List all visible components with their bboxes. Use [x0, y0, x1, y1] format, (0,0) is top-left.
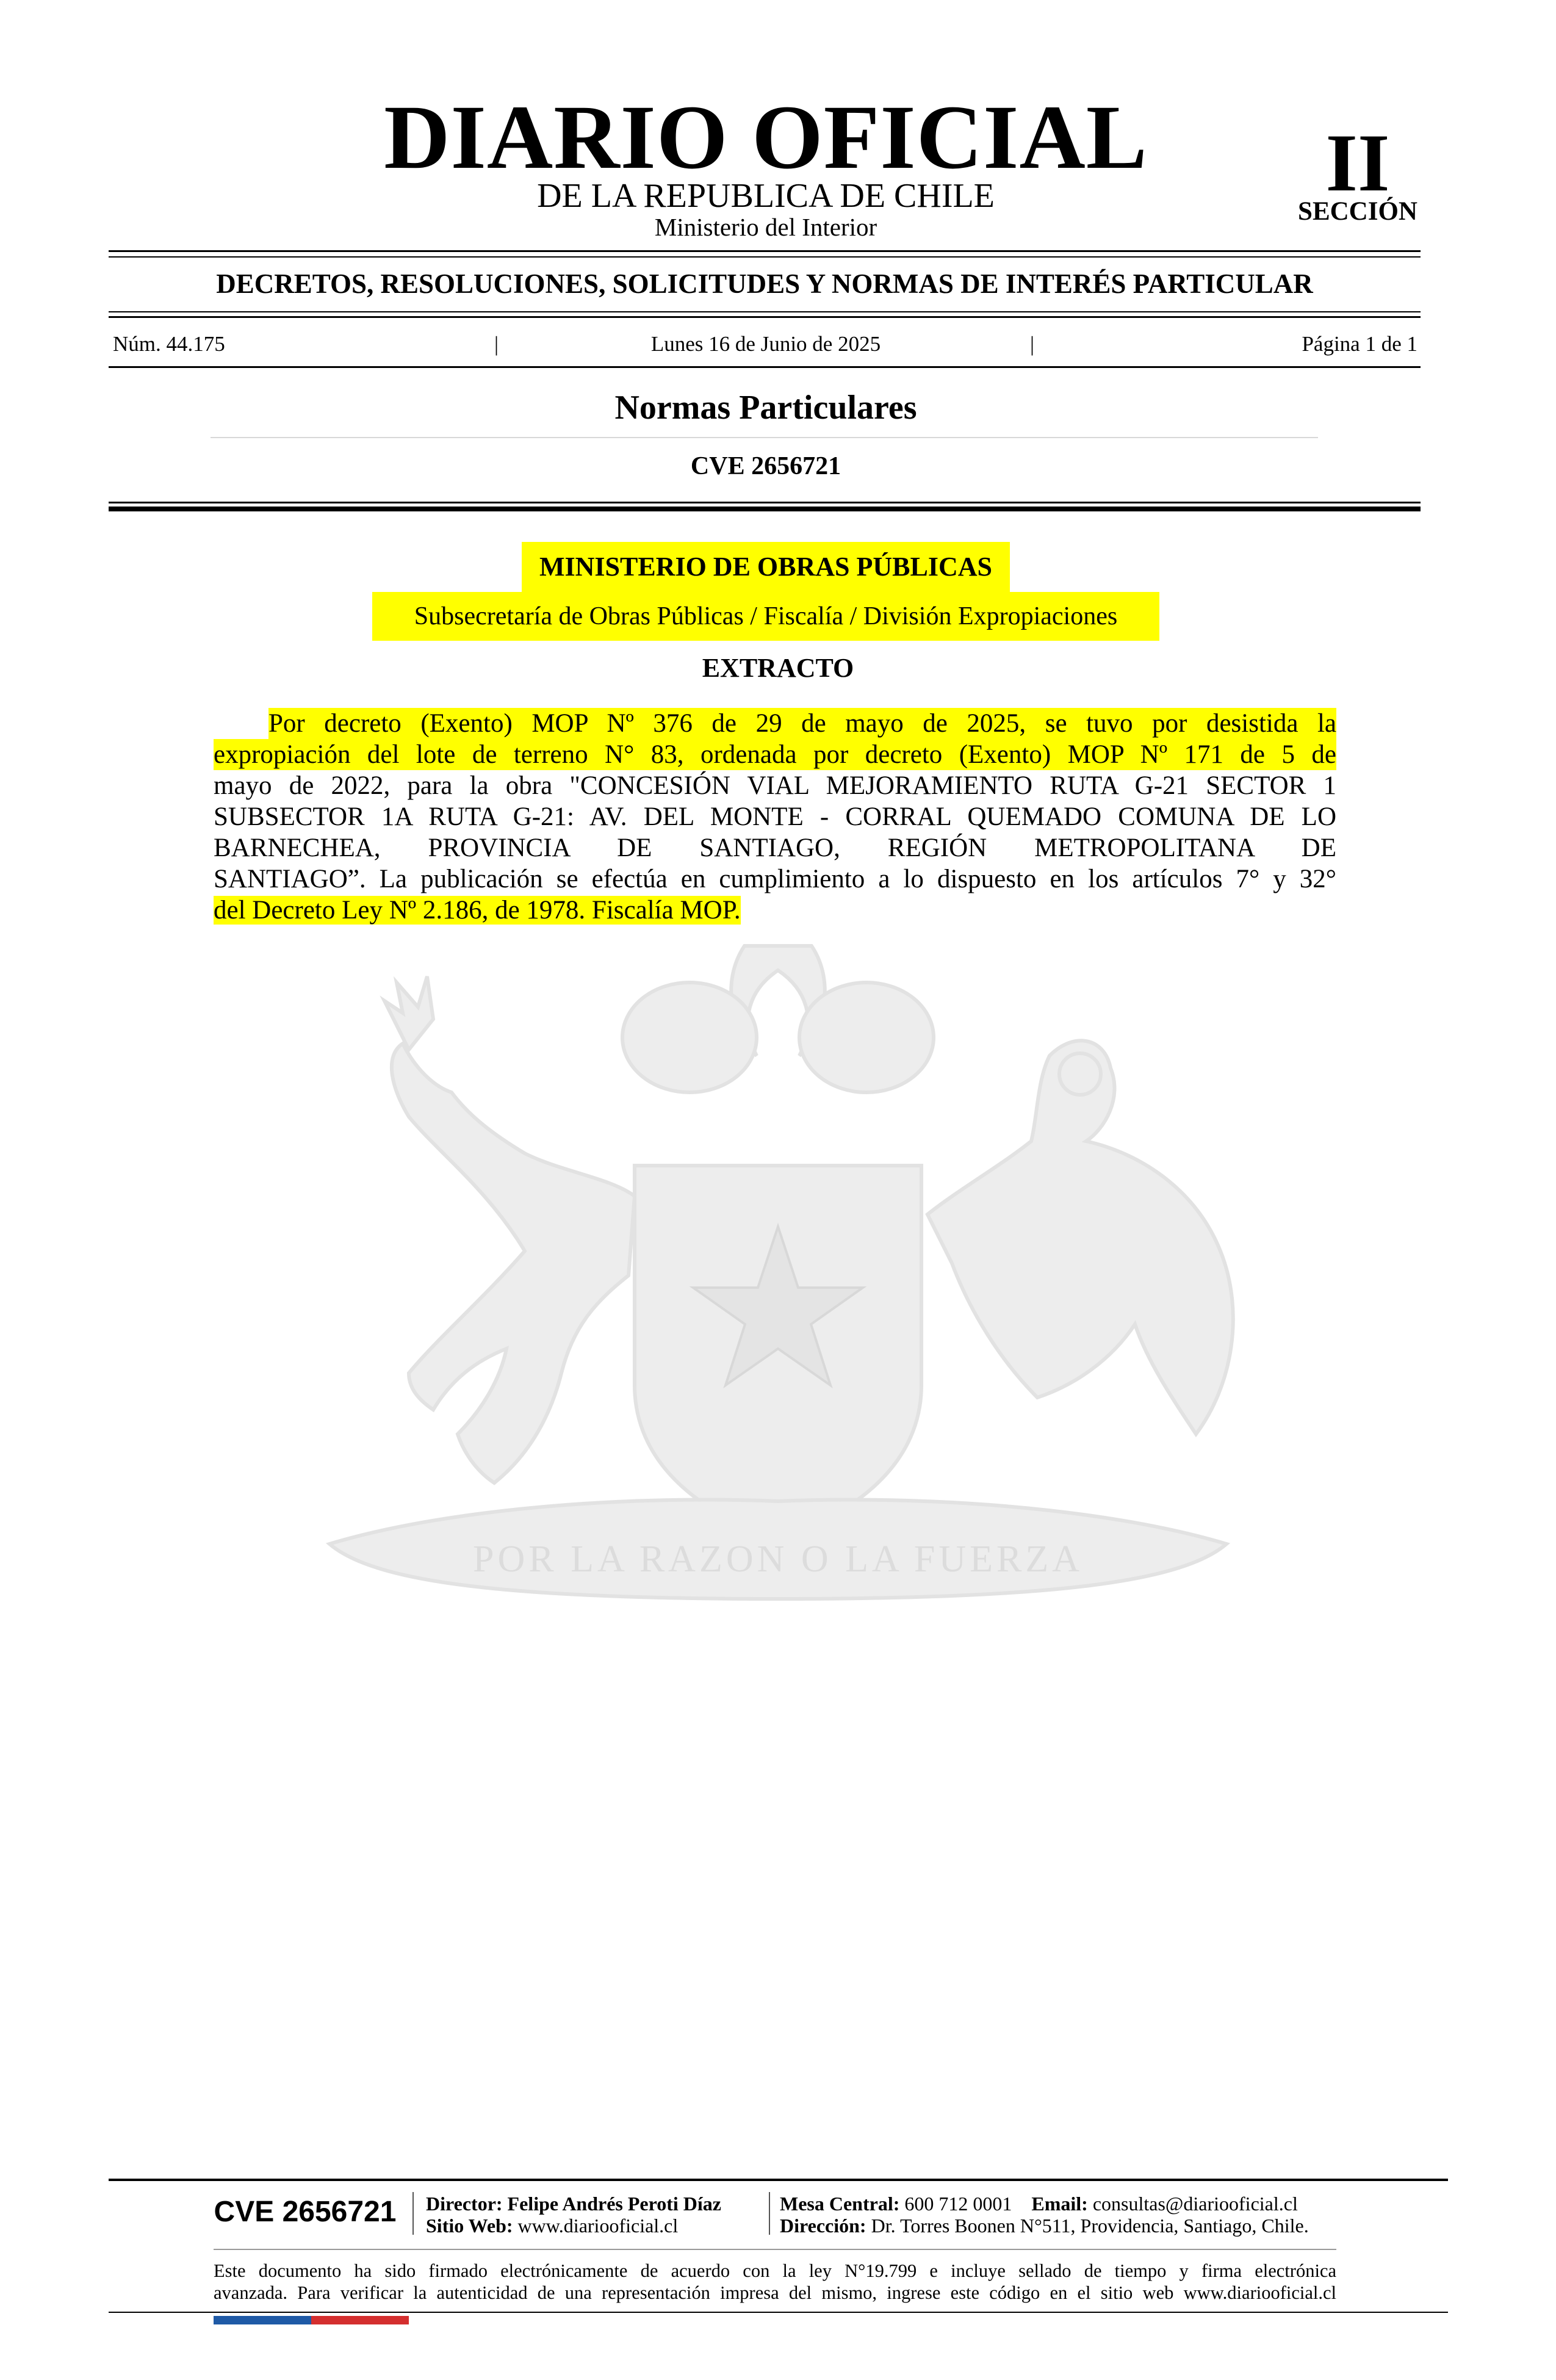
masthead-rule-thick [109, 250, 1421, 252]
footer-separator [412, 2192, 414, 2235]
body-line: BARNECHEA, PROVINCIA DE SANTIAGO, REGIÓN METROPOLITANA DE [214, 834, 1336, 862]
meta-separator: | [1030, 332, 1035, 356]
issue-date: Lunes 16 de Junio de 2025 [650, 332, 881, 356]
header-end-rule-thin [109, 502, 1421, 503]
legal-notice [214, 2260, 1336, 2304]
website-link[interactable]: www.diariooficial.cl [517, 2215, 679, 2237]
flag-stripe-blue [214, 2316, 311, 2324]
category-heading: DECRETOS, RESOLUCIONES, SOLICITUDES Y NORMAS DE INTERÉS PARTICULAR [216, 269, 1313, 299]
header-end-rule-thick [109, 507, 1421, 511]
footer-director-block [426, 2193, 721, 2237]
newspaper-subtitle: DE LA REPUBLICA DE CHILE [537, 177, 995, 215]
legal-line: Este documento ha sido firmado electrónicamente de acuerdo con la ley N°19.799 e incluye sellado de tiempo y firma electrónica [214, 2260, 1336, 2281]
coat-of-arms-watermark [207, 934, 1349, 1672]
flag-stripe-red [311, 2316, 409, 2324]
meta-separator: | [494, 332, 499, 356]
phone-number: 600 712 0001 [904, 2193, 1012, 2215]
category-rule-thick [109, 316, 1421, 318]
email-link[interactable]: consultas@diariooficial.cl [1092, 2193, 1298, 2215]
footer-divider [214, 2249, 1336, 2250]
body-line: Por decreto (Exento) MOP Nº 376 de 29 de mayo de 2025, se tuvo por desistida la [268, 709, 1336, 738]
address: Dr. Torres Boonen N°511, Providencia, Santiago, Chile. [871, 2215, 1309, 2237]
category-rule-thin [109, 311, 1421, 312]
cve-code: CVE 2656721 [690, 452, 841, 480]
masthead-rule-thin [109, 256, 1421, 258]
email-label: Email: [1031, 2193, 1088, 2215]
newspaper-title: DIARIO OFICIAL [384, 87, 1148, 188]
body-line: SUBSECTOR 1A RUTA G-21: AV. DEL MONTE - CORRAL QUEMADO COMUNA DE LO [214, 802, 1336, 831]
website-label: Sitio Web: [426, 2215, 513, 2237]
extract-body [214, 708, 1336, 926]
norms-divider [211, 437, 1318, 438]
footer-rule-bottom [109, 2312, 1448, 2313]
norms-title: Normas Particulares [614, 389, 917, 427]
meta-rule [109, 366, 1421, 368]
body-line-highlight: del Decreto Ley Nº 2.186, de 1978. Fiscalía MOP. [214, 896, 741, 925]
footer-cve-code: CVE 2656721 [214, 2196, 397, 2228]
body-line: SANTIAGO”. La publicación se efectúa en cumplimiento a lo dispuesto en los artículos 7° y 32° [214, 865, 1336, 893]
extract-title: EXTRACTO [702, 653, 854, 683]
body-line: expropiación del lote de terreno N° 83, ordenada por decreto (Exento) MOP Nº 171 de 5 de [214, 740, 1336, 769]
body-line [214, 895, 1336, 926]
watermark-motto: POR LA RAZON O LA FUERZA [472, 1538, 1084, 1580]
phone-label: Mesa Central: [780, 2193, 900, 2215]
ministry-name: Ministerio del Interior [654, 213, 877, 241]
page-info: Página 1 de 1 [1302, 332, 1417, 356]
legal-line: avanzada. Para verificar la autenticidad de una representación impresa del mismo, ingrese este código en el sitio web www.diariooficial.cl [214, 2282, 1336, 2303]
address-label: Dirección: [780, 2215, 866, 2237]
issue-number: Núm. 44.175 [113, 332, 225, 356]
section-numeral: II [1325, 118, 1390, 209]
footer-contact-block [780, 2193, 1309, 2237]
director-label: Director: [426, 2193, 503, 2215]
body-line: mayo de 2022, para la obra "CONCESIÓN VIAL MEJORAMIENTO RUTA G-21 SECTOR 1 [214, 771, 1336, 800]
director-name: Felipe Andrés Peroti Díaz [507, 2193, 721, 2215]
ministry-title: MINISTERIO DE OBRAS PÚBLICAS [522, 542, 1010, 592]
section-label: SECCIÓN [1298, 197, 1417, 226]
footer-rule [109, 2179, 1448, 2181]
footer-separator [769, 2192, 770, 2235]
subsecretaria-line: Subsecretaría de Obras Públicas / Fiscalía / División Expropiaciones [372, 592, 1159, 641]
